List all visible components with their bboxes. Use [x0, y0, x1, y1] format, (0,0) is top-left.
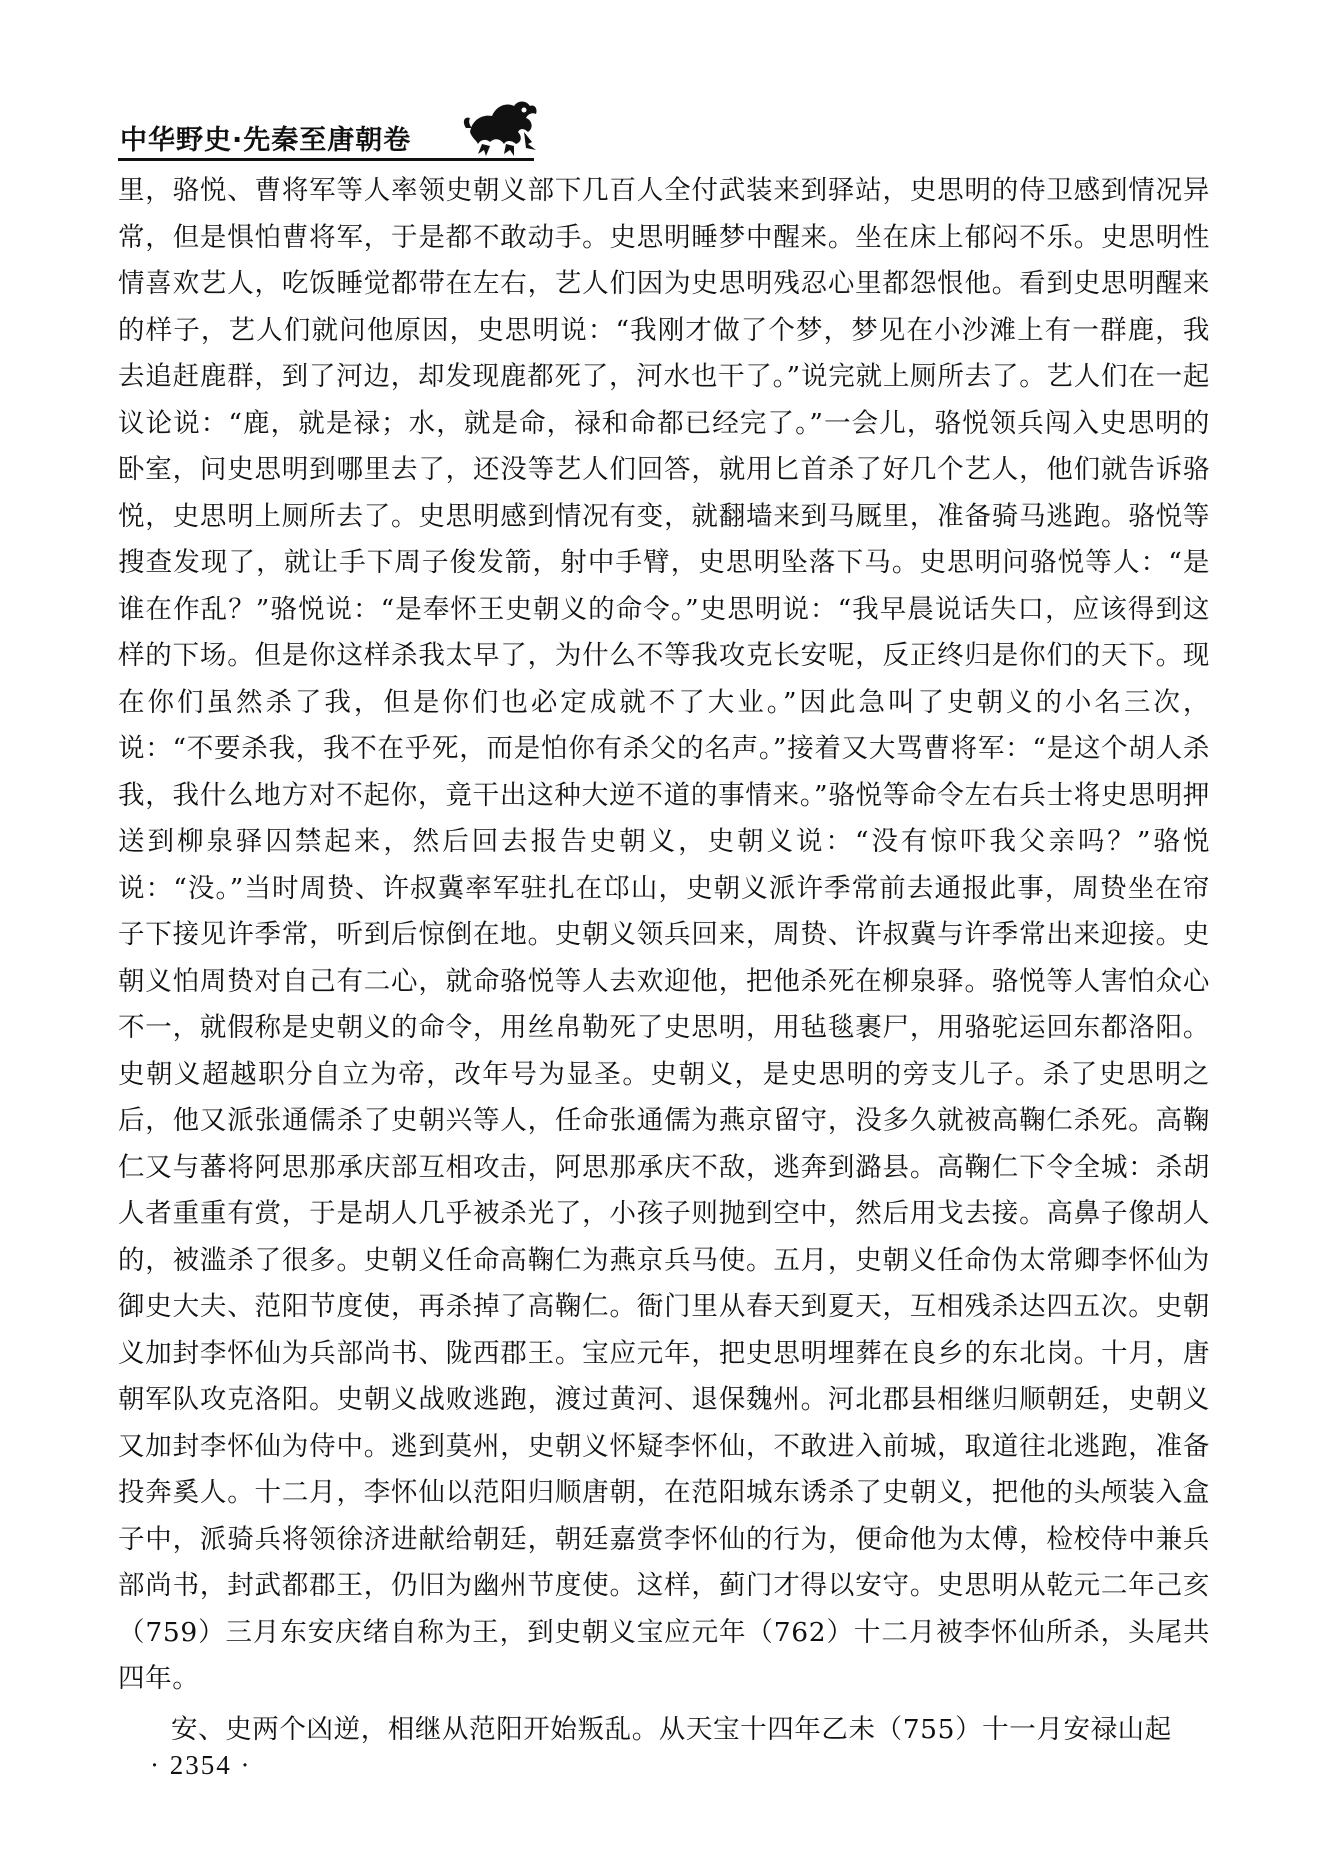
book-title: 中华野史·先秦至唐朝卷 [120, 125, 412, 156]
header-rule [118, 158, 534, 161]
paragraph: 安、史两个凶逆，相继从范阳开始叛乱。从天宝十四年乙未（755）十一月安禄山起 [171, 1713, 1172, 1745]
page-number: · 2354 · [150, 1750, 252, 1780]
dragon-icon [462, 92, 542, 158]
body-text [118, 168, 1210, 1753]
paragraph: 里，骆悦、曹将军等人率领史朝义部下几百人全付武装来到驿站，史思明的侍卫感到情况异常，但是惧怕曹将军，于是都不敢动手。史思明睡梦中醒来。坐在床上郁闷不乐。史思明性情喜欢艺人，吃饭睡觉都带在左右，艺人们因为史思明残忍心里都怨恨他。看到史思明醒来的样子，艺人们就问他原因，史思明说：“我刚才做了个梦，梦见在小沙滩上有一群鹿，我去追赶鹿群，到了河边，却发现鹿都死了，河水也干了。”说完就上厕所去了。艺人们在一起议论说：“鹿，就是禄；水，就是命，禄和命都已经完了。”一会儿，骆悦领兵闯入史思明的卧室，问史思明到哪里去了，还没等艺人们回答，就用匕首杀了好几个艺人，他们就告诉骆悦，史思明上厕所去了。史思明感到情况有变，就翻墙来到马厩里，准备骑马逃跑。骆悦等搜查发现了，就让手下周子俊发箭，射中手臂，史思明坠落下马。史思明问骆悦等人：“是谁在作乱？”骆悦说：“是奉怀王史朝义的命令。”史思明说：“我早晨说话失口，应该得到这样的下场。但是你这样杀我太早了，为什么不等我攻克长安呢，反正终归是你们的天下。现在你们虽然杀了我，但是你们也必定成就不了大业。”因此急叫了史朝义的小名三次，说：“不要杀我，我不在乎死，而是怕你有杀父的名声。”接着又大骂曹将军：“是这个胡人杀我，我什么地方对不起你，竟干出这种大逆不道的事情来。”骆悦等命令左右兵士将史思明押送到柳泉驿囚禁起来，然后回去报告史朝义，史朝义说：“没有惊吓我父亲吗？”骆悦说：“没。”当时周贽、许叔冀率军驻扎在邙山，史朝义派许季常前去通报此事，周贽坐在帘子下接见许季常，听到后惊倒在地。史朝义领兵回来，周贽、许叔冀与许季常出来迎接。史朝义怕周贽对自己有二心，就命骆悦等人去欢迎他，把他杀死在柳泉驿。骆悦等人害怕众心不一，就假称是史朝义的命令，用丝帛勒死了史思明，用毡毯裹尸，用骆驼运回东都洛阳。史朝义超越职分自立为帝，改年号为显圣。史朝义，是史思明的旁支儿子。杀了史思明之后，他又派张通儒杀了史朝兴等人，任命张通儒为燕京留守，没多久就被高鞠仁杀死。高鞠仁又与蕃将阿思那承庆部互相攻击，阿思那承庆不敌，逃奔到潞县。高鞠仁下令全城：杀胡人者重重有赏，于是胡人几乎被杀光了，小孩子则抛到空中，然后用戈去接。高鼻子像胡人的，被滥杀了很多。史朝义任命高鞠仁为燕京兵马使。五月，史朝义任命伪太常卿李怀仙为御史大夫、范阳节度使，再杀掉了高鞠仁。衙门里从春天到夏天，互相残杀达四五次。史朝义加封李怀仙为兵部尚书、陇西郡王。宝应元年，把史思明埋葬在良乡的东北岗。十月，唐朝军队攻克洛阳。史朝义战败逃跑，渡过黄河、退保魏州。河北郡县相继归顺朝廷，史朝义又加封李怀仙为侍中。逃到莫州，史朝义怀疑李怀仙，不敢进入前城，取道往北逃跑，准备投奔奚人。十二月，李怀仙以范阳归顺唐朝，在范阳城东诱杀了史朝义，把他的头颅装入盒子中，派骑兵将领徐济进献给朝廷，朝廷嘉赏李怀仙的行为，便命他为太傅，检校侍中兼兵部尚书，封武都郡王，仍旧为幽州节度使。这样，蓟门才得以安守。史思明从乾元二年己亥（759）三月东安庆绪自称为王，到史朝义宝应元年（762）十二月被李怀仙所杀，头尾共四年。 [118, 175, 1210, 1694]
